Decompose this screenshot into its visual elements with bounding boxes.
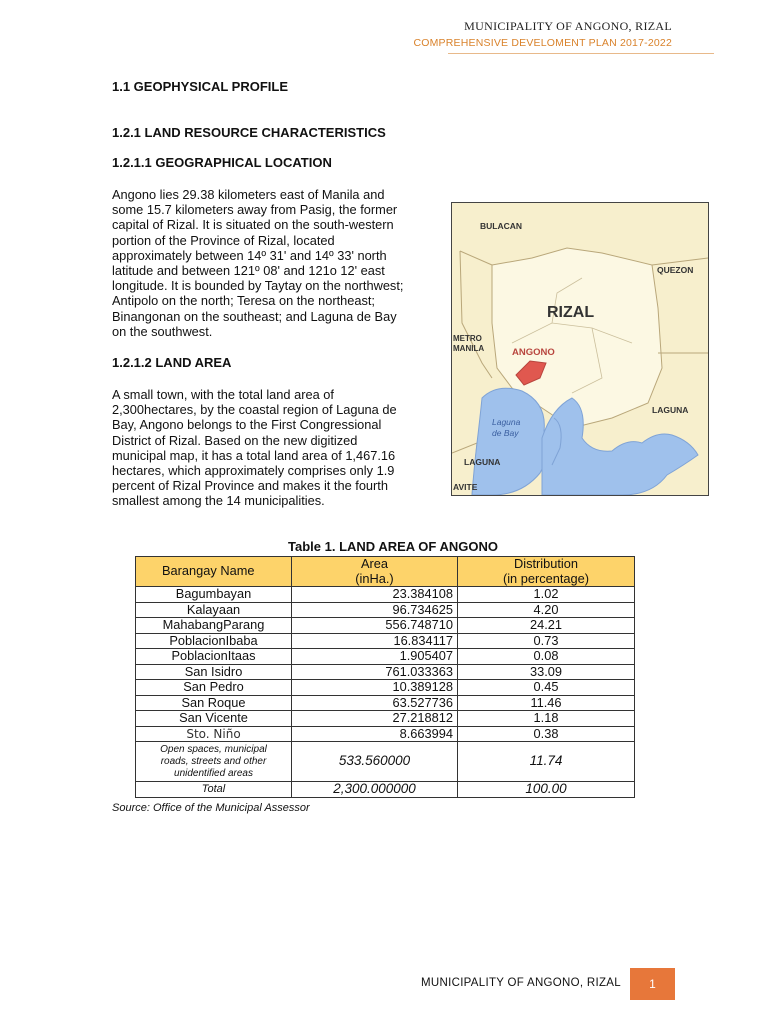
header-area-line2: (inHa.) xyxy=(355,570,394,586)
heading-land-area: 1.2.1.2 LAND AREA xyxy=(112,355,232,370)
heading-geographical-location: 1.2.1.1 GEOGRAPHICAL LOCATION xyxy=(112,155,332,170)
cell-dist: 0.45 xyxy=(458,680,635,696)
paragraph-line: percent of Rizal Province and makes it the fourth xyxy=(112,478,388,494)
cell-dist: 1.02 xyxy=(458,587,635,603)
heading-land-resource: 1.2.1 LAND RESOURCE CHARACTERISTICS xyxy=(112,125,386,140)
cell-name: San Isidro xyxy=(136,664,292,680)
map-label-manila: MANILA xyxy=(453,344,485,353)
paragraph-line: Angono lies 29.38 kilometers east of Manila and xyxy=(112,187,385,202)
paragraph-line: A small town, with the total land area of xyxy=(112,387,334,402)
paragraph-line: Bay, Angono belongs to the First Congressional xyxy=(112,417,382,433)
cell-area: 761.033363 xyxy=(292,664,458,680)
cell-name: San Pedro xyxy=(136,680,292,696)
table-row xyxy=(136,711,635,727)
paragraph-line: capital of Rizal. It is situated on the south-western xyxy=(112,217,394,233)
cell-name: PoblacionIbaba xyxy=(136,633,292,649)
map-label-laguna-west: LAGUNA xyxy=(464,457,501,467)
table-row xyxy=(136,602,635,618)
cell-dist: 24.21 xyxy=(458,618,635,634)
header-area-line1: Area xyxy=(360,556,389,571)
paragraph-line: 2,300hectares, by the coastal region of Laguna de xyxy=(112,402,397,418)
cell-dist: 11.46 xyxy=(458,695,635,711)
map-label-bulacan: BULACAN xyxy=(480,221,523,231)
cell-dist-total: 100.00 xyxy=(458,782,635,798)
header-distribution xyxy=(458,557,635,587)
cell-area-open-spaces: 533.560000 xyxy=(292,742,458,782)
cell-name: Kalayaan xyxy=(136,602,292,618)
table-row-total xyxy=(136,782,635,798)
table-caption: Table 1. LAND AREA OF ANGONO xyxy=(288,539,498,554)
heading-geophysical-profile: 1.1 GEOPHYSICAL PROFILE xyxy=(112,79,289,94)
map-label-laguna-de-bay-2: de Bay xyxy=(492,428,519,438)
paragraph-line: hectares, which approximately comprises only 1.9 xyxy=(112,463,395,479)
table-row xyxy=(136,726,635,742)
table-row xyxy=(136,664,635,680)
paragraph-line: portion of the Province of Rizal, located xyxy=(112,232,335,248)
table-row xyxy=(136,587,635,603)
cell-dist-open-spaces: 11.74 xyxy=(458,742,635,782)
table-row-open-spaces xyxy=(136,742,635,782)
paragraph-line: Antipolo on the north; Teresa on the northeast; xyxy=(112,293,375,309)
cell-area-total: 2,300.000000 xyxy=(292,782,458,798)
cell-name: MahabangParang xyxy=(136,618,292,634)
map-label-quezon: QUEZON xyxy=(657,265,694,275)
open-spaces-line3: unidentified areas xyxy=(174,767,253,779)
map-label-angono: ANGONO xyxy=(512,347,555,358)
cell-name-open-spaces xyxy=(136,742,292,782)
cell-name-total: Total xyxy=(136,782,292,798)
cell-dist: 0.38 xyxy=(458,726,635,742)
cell-dist: 4.20 xyxy=(458,602,635,618)
open-spaces-line1: Open spaces, municipal xyxy=(160,744,267,755)
land-area-paragraph xyxy=(112,387,434,509)
paragraph-line: on the southwest. xyxy=(112,323,213,339)
cell-area: 8.663994 xyxy=(292,726,458,742)
map-label-laguna-de-bay-1: Laguna xyxy=(492,417,521,427)
table-row xyxy=(136,649,635,665)
cell-dist: 0.73 xyxy=(458,633,635,649)
cell-area: 16.834117 xyxy=(292,633,458,649)
table-row xyxy=(136,633,635,649)
paragraph-line: District of Rizal. Based on the new digitized xyxy=(112,432,358,448)
table-row xyxy=(136,680,635,696)
map-graphic xyxy=(452,203,708,495)
land-area-table xyxy=(135,556,635,798)
paragraph-line: smallest among the 14 municipalities. xyxy=(112,493,325,509)
open-spaces-line2: roads, streets and other xyxy=(160,755,267,767)
header-municipality: MUNICIPALITY OF ANGONO, RIZAL xyxy=(464,19,672,33)
table-row xyxy=(136,618,635,634)
map-label-laguna-east: LAGUNA xyxy=(652,405,689,415)
map-label-cavite: AVITE xyxy=(453,482,478,492)
page-number-badge xyxy=(630,968,675,1000)
paragraph-line: some 15.7 kilometers away from Pasig, the former xyxy=(112,202,398,218)
table-header-row xyxy=(136,557,635,587)
page-number: 1 xyxy=(649,977,656,991)
header-plan-title: COMPREHENSIVE DEVELOMENT PLAN 2017-2022 xyxy=(413,37,672,49)
header-area xyxy=(292,557,458,587)
cell-area: 96.734625 xyxy=(292,602,458,618)
cell-name: San Roque xyxy=(136,695,292,711)
header-dist-line2: (in percentage) xyxy=(502,570,590,586)
cell-name: San Vicente xyxy=(136,711,292,727)
cell-area: 10.389128 xyxy=(292,680,458,696)
header-divider xyxy=(448,53,714,54)
map-label-metro: METRO xyxy=(453,334,482,343)
paragraph-line: Binangonan on the southeast; and Laguna de Bay xyxy=(112,308,397,324)
table-row xyxy=(136,695,635,711)
cell-name: Sto. Niño xyxy=(136,726,292,742)
map-label-rizal: RIZAL xyxy=(547,304,595,321)
cell-dist: 33.09 xyxy=(458,664,635,680)
header-dist-line1: Distribution xyxy=(513,556,578,571)
cell-area: 556.748710 xyxy=(292,618,458,634)
table-source: Source: Office of the Municipal Assessor xyxy=(112,802,310,814)
geo-location-paragraph xyxy=(112,187,434,339)
paragraph-line: approximately between 14º 31' and 14º 33' north xyxy=(112,247,387,263)
cell-dist: 1.18 xyxy=(458,711,635,727)
cell-area: 23.384108 xyxy=(292,587,458,603)
paragraph-line: municipal map, it has a total land area of 1,467.16 xyxy=(112,447,396,463)
cell-area: 27.218812 xyxy=(292,711,458,727)
cell-area: 1.905407 xyxy=(292,649,458,665)
paragraph-line: longitude. It is bounded by Taytay on the northwest; xyxy=(112,278,404,294)
cell-area: 63.527736 xyxy=(292,695,458,711)
header-barangay-name: Barangay Name xyxy=(136,557,292,587)
cell-name: Bagumbayan xyxy=(136,587,292,603)
cell-name: PoblacionItaas xyxy=(136,649,292,665)
footer-municipality: MUNICIPALITY OF ANGONO, RIZAL xyxy=(421,977,621,989)
paragraph-line: latitude and between 121º 08' and 121o 12' east xyxy=(112,263,385,279)
rizal-location-map xyxy=(451,202,709,496)
cell-dist: 0.08 xyxy=(458,649,635,665)
